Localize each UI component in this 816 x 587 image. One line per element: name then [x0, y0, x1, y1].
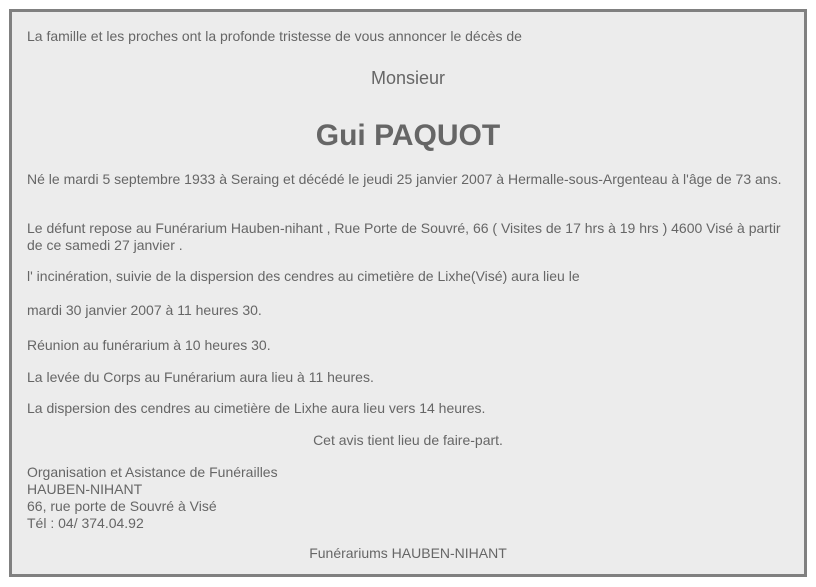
organizer-line-3: 66, rue porte de Souvré à Visé [27, 498, 217, 514]
incineration-text: l' incinération, suivie de la dispersion des cendres au cimetière de Lixhe(Visé) aura lieu le [27, 268, 580, 284]
organizer-phone: Tél : 04/ 374.04.92 [27, 515, 144, 531]
levee-text: La levée du Corps au Funérarium aura lieu à 11 heures. [27, 369, 374, 385]
birth-death-text: Né le mardi 5 septembre 1933 à Seraing et décédé le jeudi 25 janvier 2007 à Hermalle-sous-Argenteau à l'âge de 73 ans. [27, 171, 782, 187]
organizer-line-2: HAUBEN-NIHANT [27, 481, 143, 497]
death-notice-card [9, 9, 807, 577]
intro-text: La famille et les proches ont la profonde tristesse de vous annoncer le décès de [27, 28, 522, 44]
honorific: Monsieur [370, 68, 446, 88]
footer-text: Funérariums HAUBEN-NIHANT [309, 545, 507, 561]
faire-part-text: Cet avis tient lieu de faire-part. [313, 432, 503, 448]
meeting-text: Réunion au funérarium à 10 heures 30. [27, 337, 271, 353]
repose-text: Le défunt repose au Funérarium Hauben-nihant , Rue Porte de Souvré, 66 ( Visites de 17 hrs à 19 hrs ) 4600 Visé à partir de ce samedi 27 janvier . [27, 220, 781, 253]
deceased-name: Gui PAQUOT [315, 119, 501, 152]
organizer-line-1: Organisation et Asistance de Funérailles [27, 464, 278, 480]
ceremony-date: mardi 30 janvier 2007 à 11 heures 30. [27, 302, 262, 318]
dispersion-text: La dispersion des cendres au cimetière de Lixhe aura lieu vers 14 heures. [27, 400, 486, 416]
